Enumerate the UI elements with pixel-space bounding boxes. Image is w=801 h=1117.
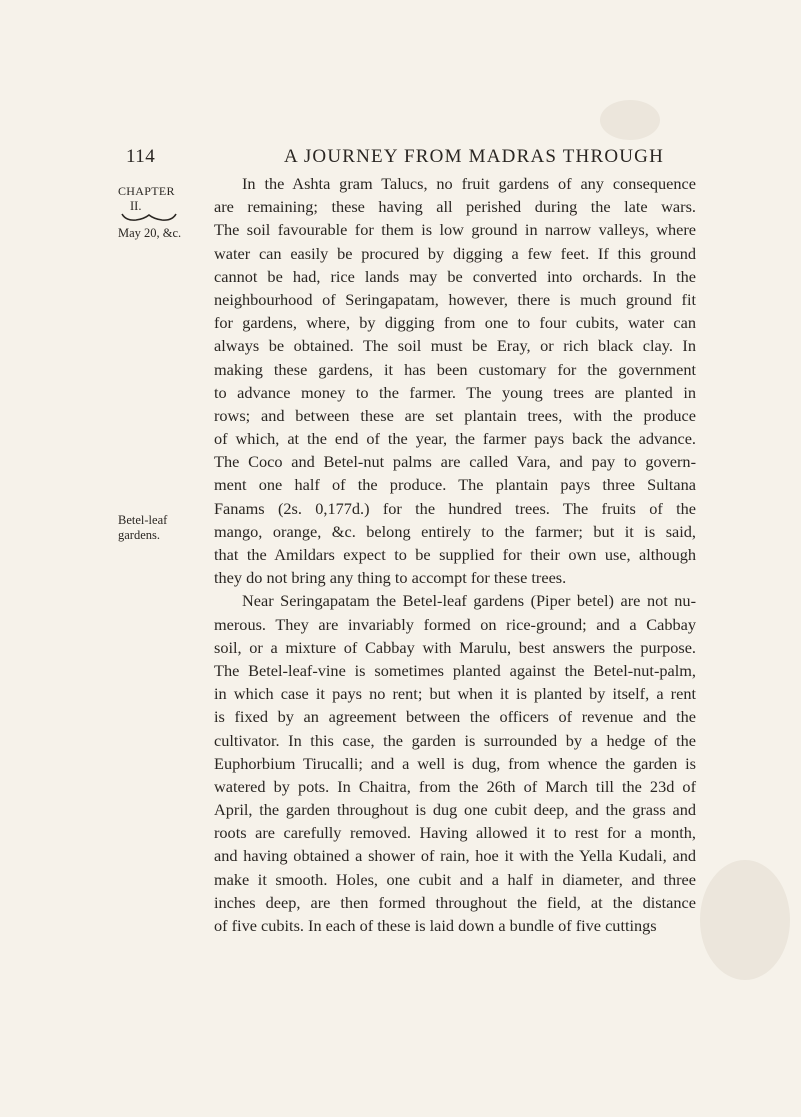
text-line: for gardens, where, by digging from one to four cubits, water can (214, 313, 696, 333)
text-line: neighbourhood of Seringapatam, however, there is much ground fit (214, 289, 696, 309)
text-line: merous. They are invariably formed on rice-ground; and a Cabbay (214, 614, 696, 634)
paper-stain (600, 100, 660, 140)
text-line: The soil favourable for them is low ground in narrow valleys, where (214, 220, 696, 240)
text-line: Near Seringapatam the Betel-leaf gardens (Piper betel) are not nu- (242, 591, 696, 611)
text-line: of which, at the end of the year, the farmer pays back the advance. (214, 429, 696, 449)
text-line: make it smooth. Holes, one cubit and a half in diameter, and three (214, 869, 696, 889)
text-line: ment one half of the produce. The plantain pays three Sultana (214, 475, 696, 495)
running-head: A JOURNEY FROM MADRAS THROUGH (284, 146, 665, 167)
side-note-betel-leaf (118, 513, 218, 543)
text-line: roots are carefully removed. Having allowed it to rest for a month, (214, 823, 696, 843)
margin-date: May 20, &c. (118, 226, 182, 240)
text-line: watered by pots. In Chaitra, from the 26th of March till the 23d of (214, 776, 696, 796)
text-line: in which case it pays no rent; but when it is planted by itself, a rent (214, 684, 696, 704)
text-line: to advance money to the farmer. The young trees are planted in (214, 382, 696, 402)
text-line: and having obtained a shower of rain, hoe it with the Yella Kudali, and (214, 846, 696, 866)
text-line: they do not bring any thing to accompt for these trees. (214, 568, 567, 588)
text-line: mango, orange, &c. belong entirely to the farmer; but it is said, (214, 521, 696, 541)
text-line: making these gardens, it has been customary for the government (214, 359, 696, 379)
text-line: soil, or a mixture of Cabbay with Marulu, best answers the purpose. (214, 637, 696, 657)
text-line: is fixed by an agreement between the officers of revenue and the (214, 707, 696, 727)
text-line: are remaining; these having all perished during the late wars. (214, 197, 696, 217)
text-line: water can easily be procured by digging a few feet. If this ground (214, 243, 696, 263)
text-line: Fanams (2s. 0,177d.) for the hundred trees. The fruits of the (214, 498, 696, 518)
text-line: In the Ashta gram Talucs, no fruit gardens of any consequence (242, 174, 696, 193)
page-number: 114 (126, 146, 156, 167)
text-line: that the Amildars expect to be supplied for their own use, although (214, 545, 696, 564)
text-line: always be obtained. The soil must be Eray, or rich black clay. In (214, 336, 696, 356)
text-line: of five cubits. In each of these is laid down a bundle of five cuttings (214, 916, 657, 935)
text-line: inches deep, are then formed throughout the field, at the distance (214, 892, 696, 912)
paper-stain (700, 860, 790, 980)
side-note-line: Betel-leaf (118, 513, 168, 527)
body-text (214, 172, 696, 937)
text-line: cultivator. In this case, the garden is surrounded by a hedge of the (214, 730, 696, 750)
text-line: The Betel-leaf-vine is sometimes planted against the Betel-nut-palm, (214, 660, 696, 680)
bracket-ornament (120, 212, 178, 224)
chapter-margin-note (118, 184, 218, 241)
text-line: rows; and between these are set plantain trees, with the produce (214, 405, 696, 425)
text-line: April, the garden throughout is dug one cubit deep, and the grass and (214, 800, 696, 820)
chapter-label: CHAPTER (118, 184, 175, 198)
text-line: The Coco and Betel-nut palms are called Vara, and pay to govern- (214, 452, 696, 472)
side-note-line: gardens. (118, 528, 160, 542)
chapter-number: II. (130, 199, 142, 213)
text-line: Euphorbium Tirucalli; and a well is dug, from whence the garden is (214, 753, 696, 773)
text-line: cannot be had, rice lands may be converted into orchards. In the (214, 266, 696, 286)
